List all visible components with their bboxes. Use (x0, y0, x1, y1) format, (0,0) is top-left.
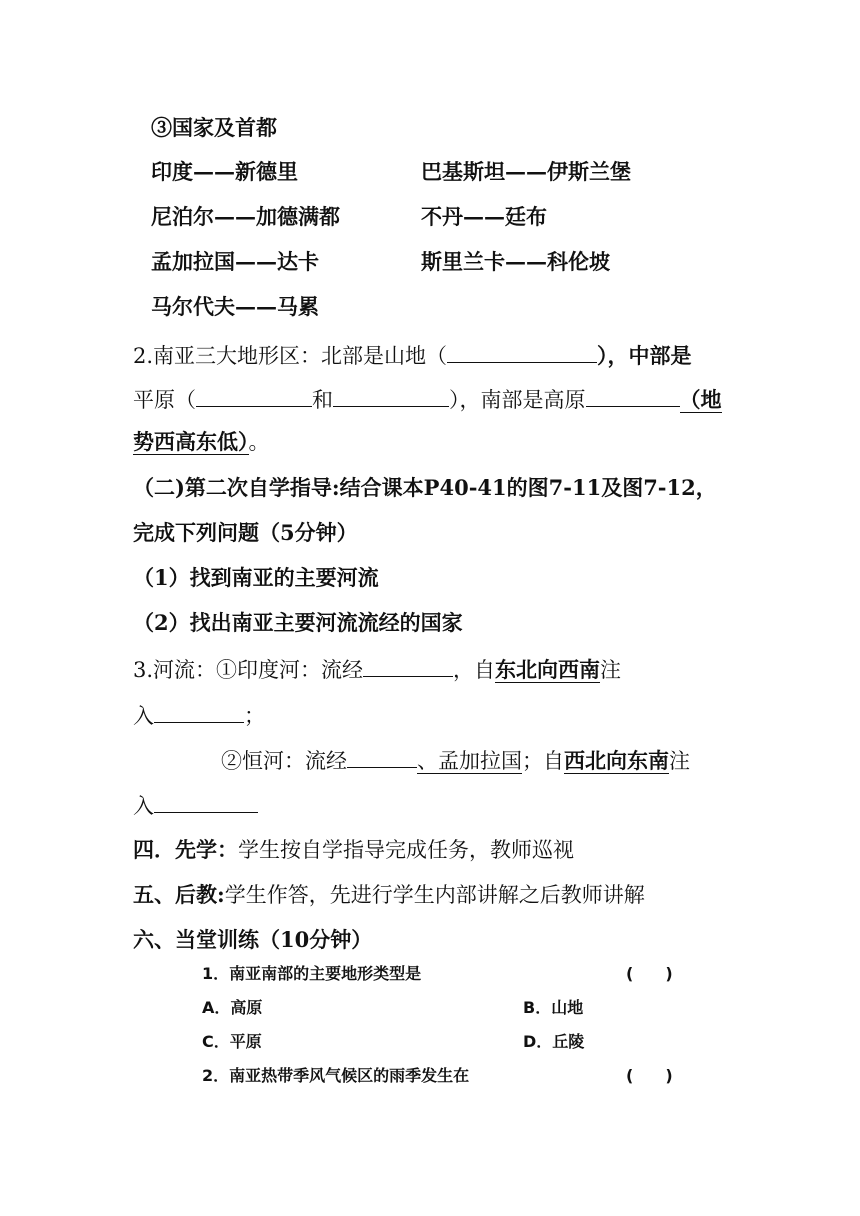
q3-ganges-bangladesh: 、孟加拉国 (417, 749, 522, 773)
q3-semicolon: ； (244, 704, 265, 728)
q2-text-south: ），南部是高原 (449, 388, 586, 412)
capital-pakistan: 巴基斯坦——伊斯兰堡 (421, 159, 631, 184)
q3-into-1: 入 (133, 704, 154, 728)
q2-text-and: 和 (312, 388, 333, 412)
q3-ganges-line (221, 745, 690, 775)
exercise-q1: 1．南亚南部的主要地形类型是 (202, 964, 422, 983)
q3-from-2: ；自 (522, 749, 564, 773)
option-a[interactable]: A．高原 (202, 998, 263, 1017)
guide2-line1: （二)第二次自学指导:结合课本P40-41的图7-11及图7-12， (133, 475, 717, 500)
blank-ganges-countries[interactable] (347, 745, 417, 768)
q2-line1 (133, 340, 692, 370)
q3-indus-line (133, 654, 621, 684)
q2-text-middle: ），中部是 (597, 343, 692, 368)
blank-plateau[interactable] (586, 384, 680, 407)
q3-flow-1: 注 (600, 658, 622, 682)
q3-into-2: 入 (133, 794, 154, 818)
q2-text-period: 。 (248, 430, 270, 454)
capital-india: 印度——新德里 (151, 159, 298, 184)
blank-plain-2[interactable] (333, 384, 449, 407)
q3-indus-direction: 东北向西南 (495, 657, 601, 682)
exercise-q1-answer[interactable]: ( ) (626, 964, 673, 983)
blank-indus-outlet[interactable] (154, 700, 244, 723)
step-5-label: 五、后教: (133, 882, 225, 907)
q2-line2 (133, 384, 722, 414)
capital-bhutan: 不丹——廷布 (421, 204, 547, 229)
step-4-label: 四．先学： (133, 837, 238, 862)
option-d[interactable]: D．丘陵 (523, 1032, 585, 1051)
q2-text-terrain-b: 势西高东低） (133, 429, 249, 454)
capital-nepal: 尼泊尔——加德满都 (151, 204, 340, 229)
capital-maldives: 马尔代夫——马累 (151, 294, 319, 319)
q3-indus-into-line (133, 700, 265, 730)
option-b[interactable]: B．山地 (523, 998, 584, 1017)
q3-from-1: ，自 (453, 658, 496, 682)
step-5-text: 学生作答，先进行学生内部讲解之后教师讲解 (224, 883, 645, 907)
q2-line3 (133, 428, 270, 456)
q3-ganges-direction: 西北向东南 (564, 748, 669, 773)
q2-text-north: 2.南亚三大地形区：北部是山地（ (133, 344, 448, 368)
blank-plain-1[interactable] (196, 384, 312, 407)
capitals-heading: ③国家及首都 (151, 115, 277, 140)
q3-indus-text: 3.河流：①印度河：流经 (133, 658, 364, 682)
guide2-item1: （1）找到南亚的主要河流 (133, 565, 379, 590)
step-4 (133, 836, 574, 864)
exercise-q2-answer[interactable]: ( ) (626, 1066, 673, 1085)
step-5 (133, 881, 645, 909)
q2-text-plain: 平原（ (133, 388, 196, 412)
option-c[interactable]: C．平原 (202, 1032, 262, 1051)
guide2-line2: 完成下列问题（5分钟） (133, 520, 358, 545)
capital-bangladesh: 孟加拉国——达卡 (151, 249, 319, 274)
q3-ganges-into-line (133, 790, 258, 820)
guide2-item2: （2）找出南亚主要河流流经的国家 (133, 610, 463, 635)
step-4-text: 学生按自学指导完成任务，教师巡视 (238, 838, 574, 862)
exercise-q2: 2．南亚热带季风气候区的雨季发生在 (202, 1066, 470, 1085)
step-6: 六、当堂训练（10分钟） (133, 927, 373, 952)
blank-indus-countries[interactable] (363, 654, 453, 677)
blank-ganges-outlet[interactable] (154, 790, 258, 813)
q3-ganges-text: ②恒河：流经 (221, 749, 347, 773)
capital-srilanka: 斯里兰卡——科伦坡 (421, 249, 610, 274)
q2-text-terrain-a: （地 (679, 387, 722, 412)
blank-north-mountains[interactable] (447, 340, 597, 363)
q3-flow-2: 注 (669, 749, 690, 773)
